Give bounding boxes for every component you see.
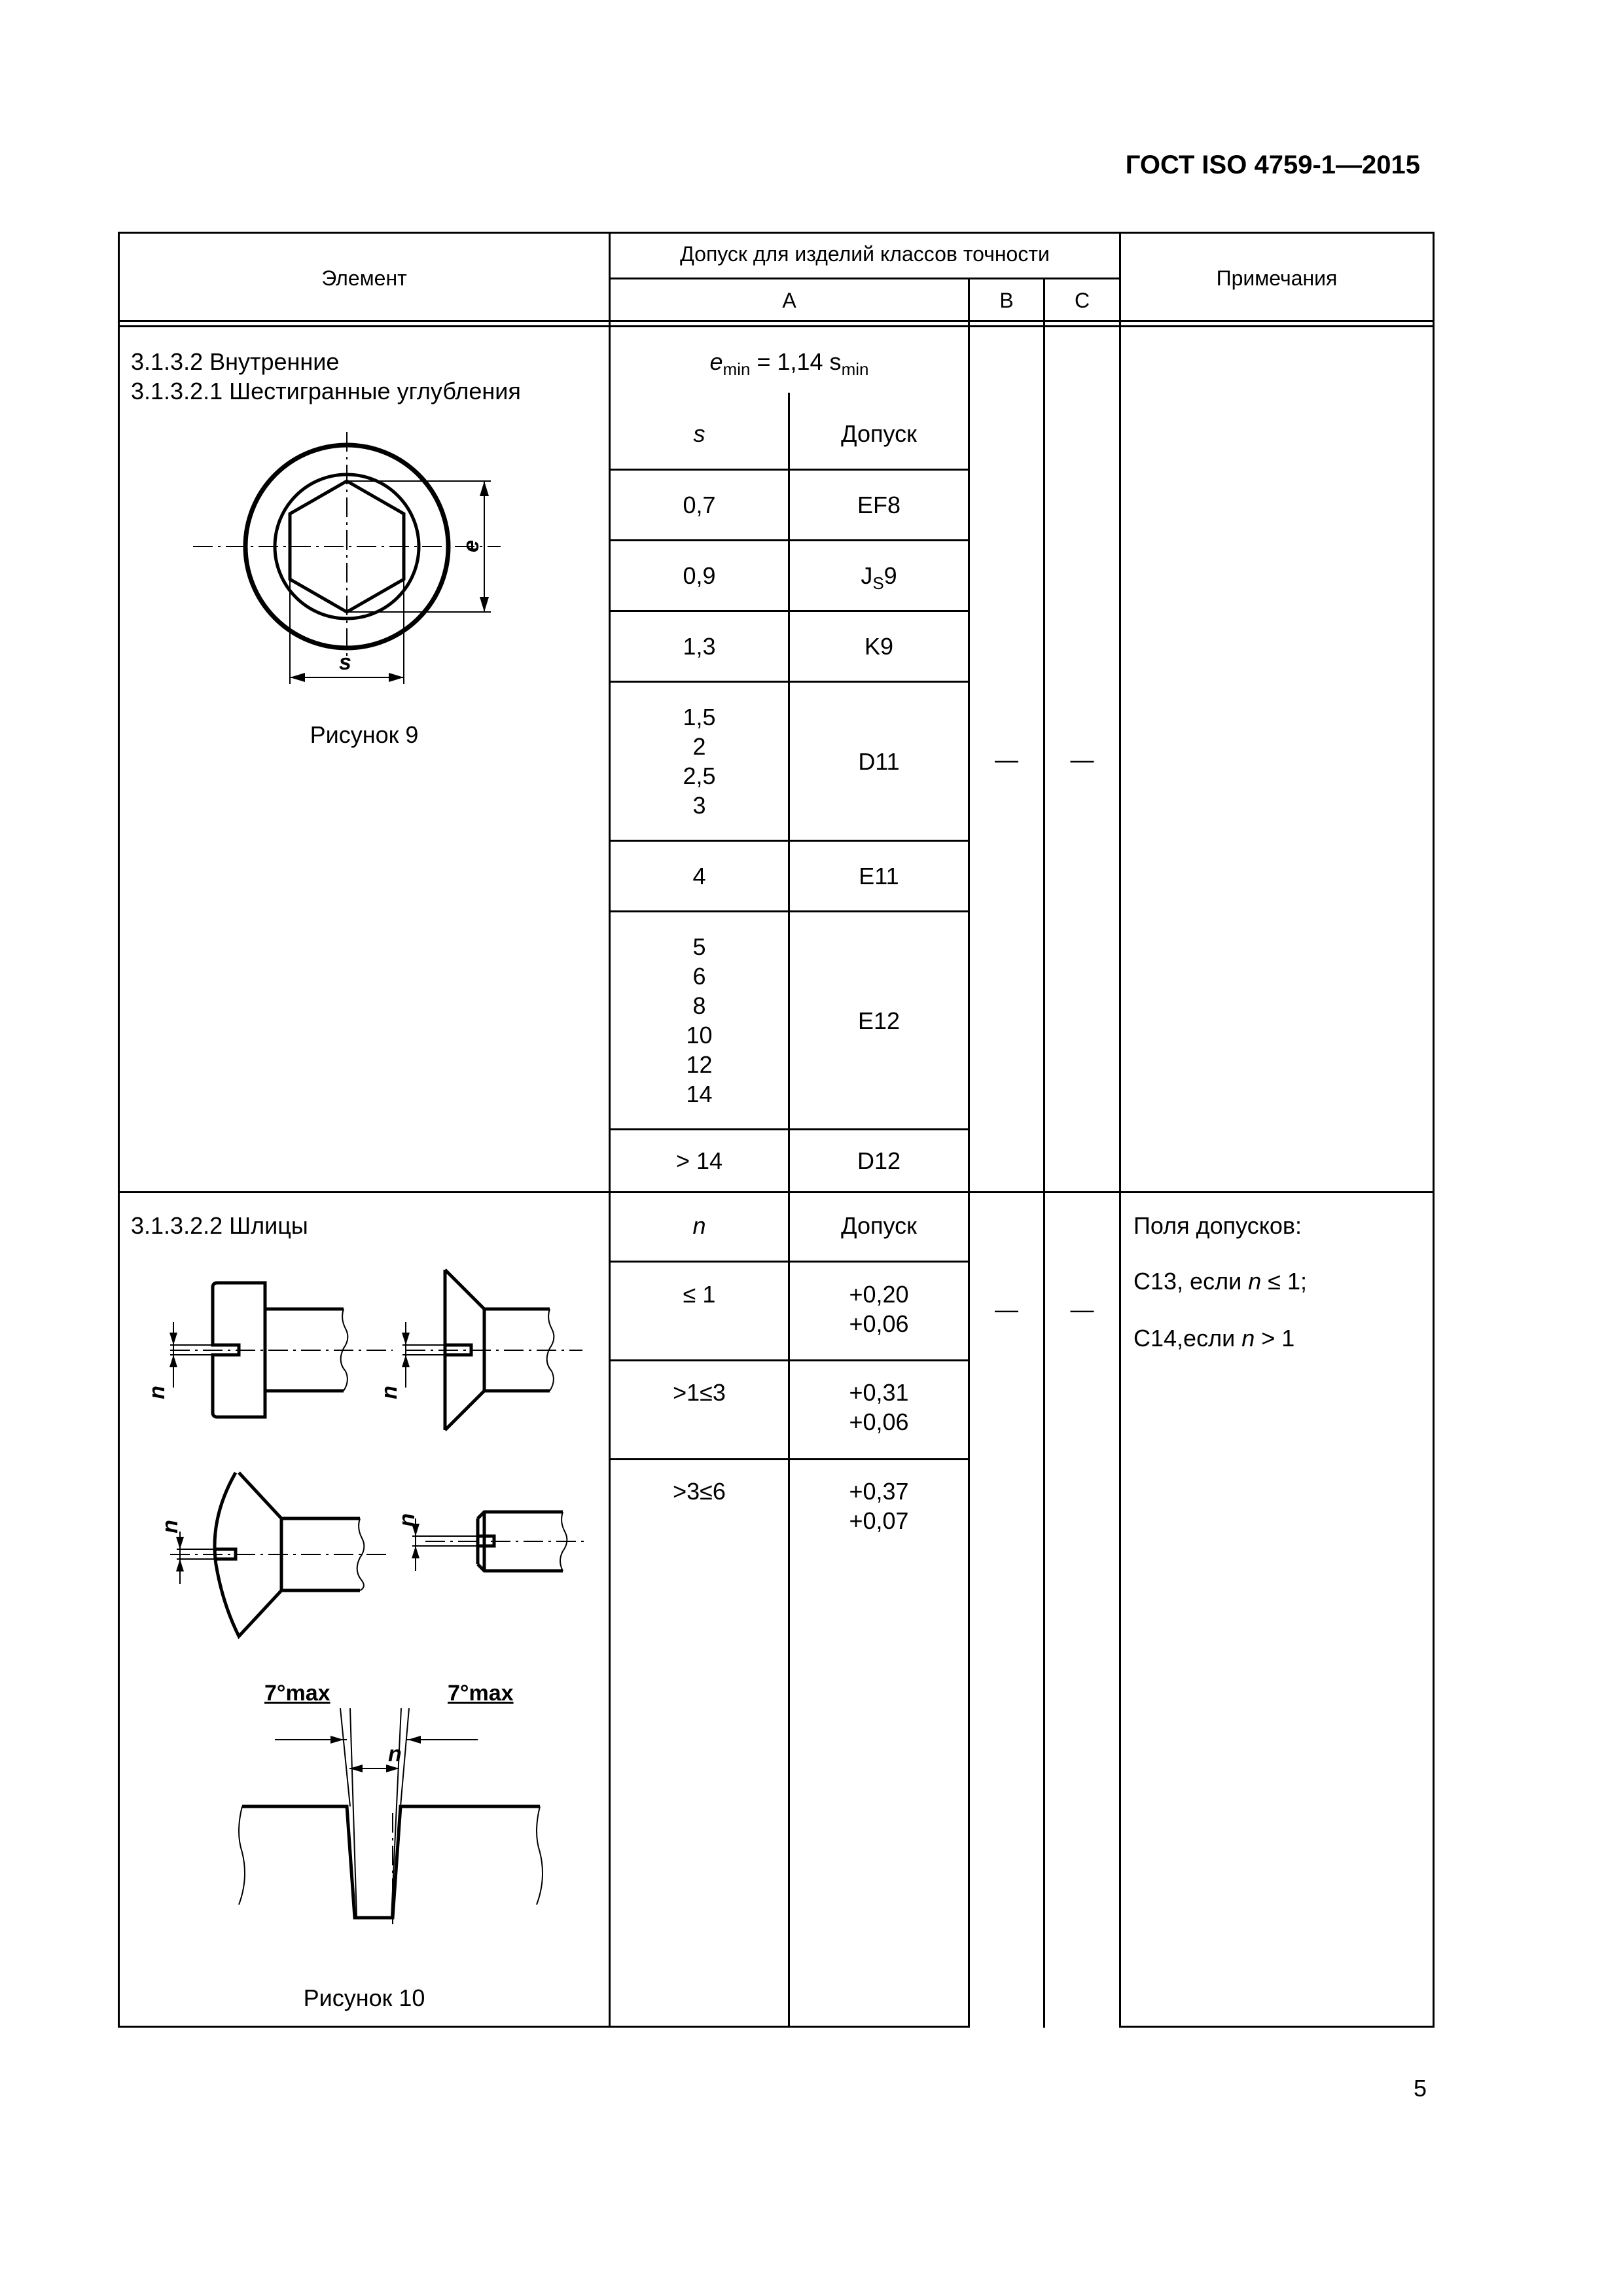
note-c14-n: n <box>1241 1325 1255 1352</box>
table-row-tol-3 <box>790 683 968 840</box>
col-header-tolerance-2: Допуск <box>841 1212 917 1239</box>
section2-class-b: — <box>995 1296 1018 1323</box>
col-n-label: n <box>692 1212 706 1239</box>
table-header-divider-2 <box>118 325 1435 327</box>
s-value: 6 <box>692 963 706 990</box>
figure-9-caption: Рисунок 9 <box>310 721 419 748</box>
figure-10-caption: Рисунок 10 <box>303 1984 425 2011</box>
tol-value: E12 <box>857 1007 901 1034</box>
table-bottom-border <box>118 2026 970 2028</box>
notes-title: Поля допусков: <box>1133 1212 1302 1239</box>
s-value: 0,9 <box>683 562 716 589</box>
table-section-divider <box>118 1191 1435 1193</box>
col-s-label: s <box>693 420 705 447</box>
section2-class-c: — <box>1070 1296 1094 1323</box>
s-value: > 14 <box>675 1147 723 1174</box>
table-row-n-0: ≤ 1 <box>683 1281 716 1308</box>
s-value: 1,5 <box>683 704 716 730</box>
tol-sub: S <box>872 573 884 593</box>
table-row-lower-2: +0,07 <box>849 1507 909 1534</box>
tol-value: EF8 <box>857 492 901 518</box>
figure-9-dim-e: e <box>458 540 484 552</box>
figure-9-dim-s: s <box>339 650 351 675</box>
note-c14-text: C14,если <box>1133 1325 1242 1352</box>
table-row-tol-4 <box>790 842 968 910</box>
note-c13 <box>1133 1266 1307 1296</box>
header-element: Элемент <box>321 266 407 290</box>
s-value: 8 <box>692 992 706 1019</box>
col-header-n <box>611 1211 788 1240</box>
section1-class-c: — <box>1070 746 1094 773</box>
s-value: 3 <box>692 792 706 819</box>
s-value: 5 <box>692 933 706 960</box>
formula-e-min <box>611 347 968 379</box>
table-bottom-border-notes <box>1119 2026 1435 2028</box>
table-row-tol-5 <box>790 912 968 1128</box>
header-notes: Примечания <box>1216 266 1338 290</box>
row-line <box>609 1359 970 1361</box>
note-c14-cond: > 1 <box>1255 1325 1295 1352</box>
tol-value: K9 <box>864 633 894 660</box>
note-c13-cond: ≤ 1; <box>1261 1268 1308 1295</box>
tol-value: D12 <box>857 1147 901 1174</box>
tol-base: J <box>861 562 873 589</box>
table-row-s-6 <box>611 1130 788 1191</box>
s-value: 0,7 <box>683 492 716 518</box>
table-row-tol-0 <box>790 471 968 539</box>
table-row-s-4 <box>611 842 788 910</box>
s-value: 1,3 <box>683 633 716 660</box>
table-row-n-1: >1≤3 <box>673 1379 726 1406</box>
s-value: 2 <box>692 733 706 760</box>
s-value: 4 <box>692 863 706 889</box>
tol-value <box>861 561 897 593</box>
column-divider-notes <box>1119 232 1121 2028</box>
table-left-border <box>118 232 120 2028</box>
table-row-lower-1: +0,06 <box>849 1408 909 1435</box>
table-row-s-2 <box>611 612 788 681</box>
col-header-s <box>611 419 788 448</box>
table-row-lower-0: +0,06 <box>849 1310 909 1337</box>
column-divider-bc <box>1043 278 1045 2028</box>
header-class-c: C <box>1074 289 1090 312</box>
tol-value: D11 <box>858 747 900 775</box>
formula-sub-min-2: min <box>841 359 869 379</box>
formula-sub-min: min <box>722 359 751 379</box>
standard-designation: ГОСТ ISO 4759-1—2015 <box>1125 151 1420 179</box>
page-number: 5 <box>1413 2075 1427 2102</box>
table-row-upper-2: +0,37 <box>849 1478 909 1505</box>
table-row-tol-1 <box>790 541 968 610</box>
table-row-tol-2 <box>790 612 968 681</box>
tol-tail: 9 <box>883 562 897 589</box>
row-line <box>609 1261 970 1263</box>
table-right-border <box>1433 232 1435 2028</box>
figure-10-dim-n-4: n <box>394 1513 419 1527</box>
table-row-upper-0: +0,20 <box>849 1281 909 1308</box>
figure-10-dim-n-1: n <box>144 1386 169 1399</box>
figure-10-dim-n-2: n <box>376 1386 402 1399</box>
table-row-s-1 <box>611 541 788 610</box>
figure-10-angle-right: 7°max <box>448 1681 514 1706</box>
figure-10-slot-drawings <box>131 1257 602 1977</box>
table-row-tol-6 <box>790 1130 968 1191</box>
figure-10-dim-n-slot: n <box>388 1742 402 1767</box>
note-c13-n: n <box>1248 1268 1262 1295</box>
table-row-n-2: >3≤6 <box>673 1478 726 1505</box>
section1-subheading: 3.1.3.2.1 Шестигранные углубления <box>131 378 521 404</box>
table-row-s-0 <box>611 471 788 539</box>
note-c13-text: C13, если <box>1133 1268 1249 1295</box>
s-value: 12 <box>686 1051 713 1078</box>
section1-heading: 3.1.3.2 Внутренние <box>131 348 340 375</box>
formula-middle: = 1,14 s <box>750 348 842 375</box>
s-value: 10 <box>686 1022 713 1049</box>
formula-e: e <box>709 348 723 375</box>
tol-value: E11 <box>859 863 899 889</box>
table-row-upper-1: +0,31 <box>849 1379 909 1406</box>
note-c14 <box>1133 1323 1294 1353</box>
header-tolerance: Допуск для изделий классов точности <box>680 242 1050 266</box>
section1-class-b: — <box>995 746 1018 773</box>
header-class-a: A <box>782 289 796 312</box>
section2-heading: 3.1.3.2.2 Шлицы <box>131 1212 308 1239</box>
table-row-s-3 <box>611 683 788 840</box>
col-header-tolerance: Допуск <box>841 420 917 447</box>
header-class-b: B <box>999 289 1014 312</box>
s-value: 2,5 <box>683 762 716 789</box>
table-header-divider <box>118 320 1435 322</box>
row-line <box>609 1458 970 1460</box>
s-value: 14 <box>686 1081 713 1107</box>
figure-10-angle-left: 7°max <box>264 1681 330 1706</box>
table-top-border <box>118 232 1435 234</box>
table-row-s-5 <box>611 912 788 1128</box>
figure-10-dim-n-3: n <box>157 1520 183 1534</box>
